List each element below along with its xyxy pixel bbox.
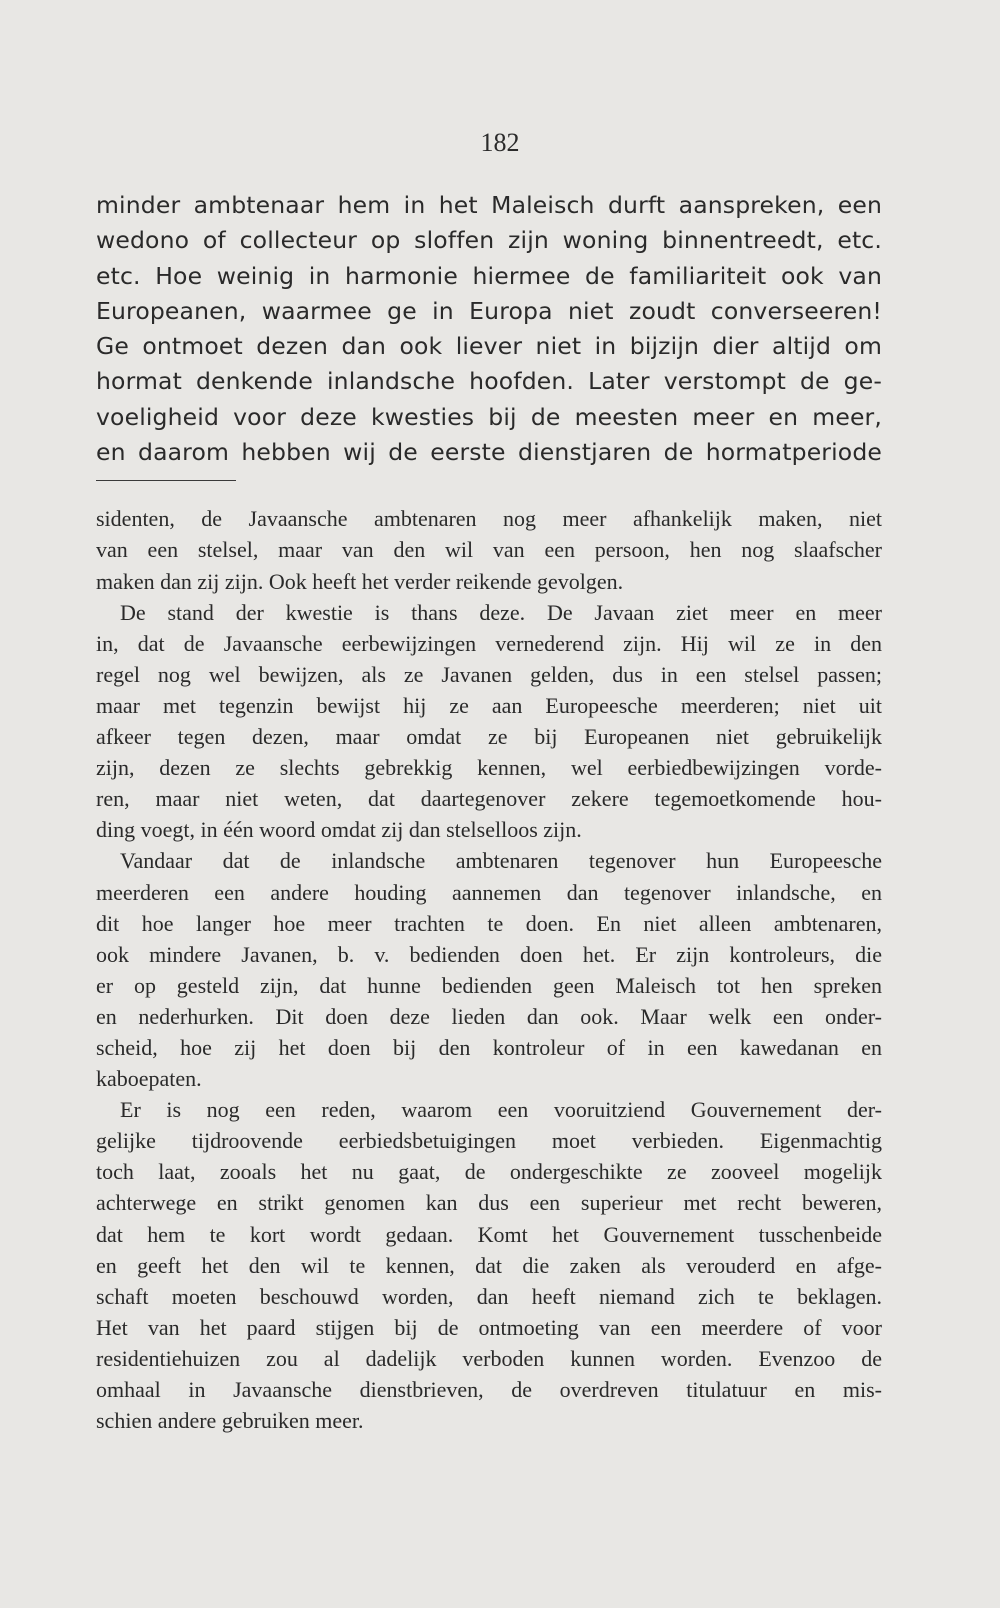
footnote-line: omhaal in Javaansche dienstbrieven, de overdreven titulatuur en mis-	[96, 1377, 882, 1402]
footnote-line: ook mindere Javanen, b. v. bedienden doen het. Er zijn kontroleurs, die	[96, 941, 882, 967]
footnote-line: kaboepaten.	[96, 1066, 202, 1092]
footnote-line: zijn, dezen ze slechts gebrekkig kennen, wel eerbiedbewijzingen vorde-	[96, 755, 882, 781]
page-number: 182	[480, 128, 520, 157]
footnote-line: ren, maar niet weten, dat daartegenover zekere tegemoetkomende hou-	[96, 786, 882, 812]
footnote-line: Het van het paard stijgen bij de ontmoeting van een meerdere of voor	[96, 1314, 882, 1340]
main-text-line: hormat denkende inlandsche hoofden. Later verstompt de ge-	[96, 367, 882, 396]
footnote-line: De stand der kwestie is thans deze. De Javaan ziet meer en meer	[120, 599, 882, 625]
footnote-line: Vandaar dat de inlandsche ambtenaren tegenover hun Europeesche	[120, 848, 882, 874]
footnote-line: toch laat, zooals het nu gaat, de ondergeschikte ze zooveel mogelijk	[96, 1159, 882, 1185]
footnote-line: dat hem te kort wordt gedaan. Komt het Gouvernement tusschenbeide	[96, 1221, 882, 1247]
main-text-line: Ge ontmoet dezen dan ook liever niet in bijzijn dier altijd om	[96, 332, 882, 361]
footnote-line: dit hoe langer hoe meer trachten te doen. En niet alleen ambtenaren,	[96, 910, 882, 936]
page-body	[96, 188, 882, 1436]
footnote-line: er op gesteld zijn, dat hunne bedienden geen Maleisch tot hen spreken	[96, 972, 882, 998]
footnote-line: residentiehuizen zou al dadelijk verboden kunnen worden. Evenzoo de	[96, 1345, 882, 1371]
footnote-separator-rule	[96, 480, 236, 481]
main-text	[96, 188, 882, 470]
main-text-line: minder ambtenaar hem in het Maleisch durft aanspreken, een	[96, 191, 882, 219]
footnote-line: en nederhurken. Dit doen deze lieden dan ook. Maar welk een onder-	[96, 1003, 882, 1029]
main-text-line: Europeanen, waarmee ge in Europa niet zoudt converseeren!	[96, 296, 882, 325]
footnote-line: meerderen een andere houding aannemen dan tegenover inlandsche, en	[96, 879, 882, 905]
main-text-line: etc. Hoe weinig in harmonie hiermee de familiariteit ook van	[96, 261, 882, 290]
main-text-line: wedono of collecteur op sloffen zijn woning binnentreedt, etc.	[96, 226, 882, 255]
footnote-line: schaft moeten beschouwd worden, dan heeft niemand zich te beklagen.	[96, 1283, 882, 1309]
main-text-line: voeligheid voor deze kwesties bij de meesten meer en meer,	[96, 402, 882, 431]
footnote-line: achterwege en strikt genomen kan dus een superieur met recht beweren,	[96, 1190, 882, 1216]
footnote-line: in, dat de Javaansche eerbewijzingen vernederend zijn. Hij wil ze in den	[96, 630, 882, 656]
main-text-line: en daarom hebben wij de eerste dienstjaren de hormatperiode	[96, 438, 882, 467]
footnote-line: maar met tegenzin bewijst hij ze aan Europeesche meerderen; niet uit	[96, 692, 882, 718]
footnote-line: afkeer tegen dezen, maar omdat ze bij Europeanen niet gebruikelijk	[96, 724, 882, 750]
footnote-line: en geeft het den wil te kennen, dat die zaken als verouderd en afge-	[96, 1252, 882, 1278]
footnote-text	[96, 503, 882, 1436]
footnote-line: maken dan zij zijn. Ook heeft het verder reikende gevolgen.	[96, 568, 624, 594]
footnote-line: schien andere gebruiken meer.	[96, 1408, 364, 1434]
footnote-line: ding voegt, in één woord omdat zij dan stelselloos zijn.	[96, 817, 582, 843]
footnote-line: gelijke tijdroovende eerbiedsbetuigingen moet verbieden. Eigenmachtig	[96, 1128, 882, 1154]
footnote-line: Er is nog een reden, waarom een vooruitziend Gouvernement der-	[120, 1097, 882, 1123]
footnote-line: regel nog wel bewijzen, als ze Javanen gelden, dus in een stelsel passen;	[96, 661, 882, 687]
footnote-line: van een stelsel, maar van den wil van een persoon, hen nog slaafscher	[96, 537, 882, 563]
footnote-line: sidenten, de Javaansche ambtenaren nog meer afhankelijk maken, niet	[96, 506, 882, 532]
footnote-line: scheid, hoe zij het doen bij den kontroleur of in een kawedanan en	[96, 1034, 882, 1060]
